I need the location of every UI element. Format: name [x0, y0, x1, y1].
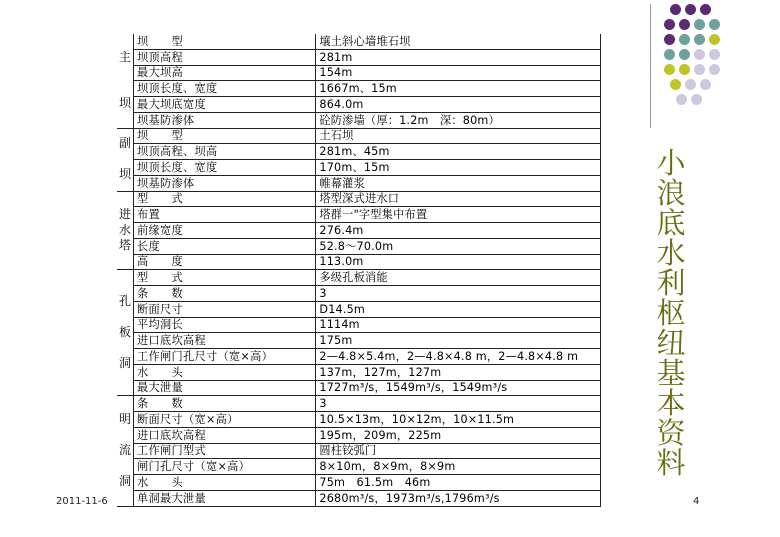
- parameter-name: 坝顶长度、宽度: [134, 81, 316, 97]
- table-row: [117, 49, 601, 65]
- group-label-char: 塔: [119, 238, 132, 253]
- table-row: [117, 223, 601, 239]
- side-title-char: 浪: [656, 176, 686, 210]
- side-title-char: 利: [656, 266, 686, 300]
- group-label-char: 水: [119, 222, 132, 237]
- parameter-name: 最大坝底宽度: [134, 97, 316, 113]
- decorative-dot: [709, 49, 720, 60]
- table-row: [117, 175, 601, 191]
- decorative-dot: [685, 79, 696, 90]
- parameter-name: 断面尺寸: [134, 301, 316, 317]
- table-row: [117, 144, 601, 160]
- decorative-dot: [694, 19, 705, 30]
- group-label-char: [117, 310, 133, 326]
- parameter-value: 1114m: [316, 317, 601, 333]
- parameter-value: 137m，127m，127m: [316, 364, 601, 380]
- decorative-dot: [700, 79, 711, 90]
- parameter-name: 闸门孔尺寸（宽×高）: [134, 459, 316, 475]
- side-title-char: 枢: [656, 296, 686, 330]
- page-number: 4: [693, 496, 700, 507]
- group-label-char: 洞: [119, 474, 132, 489]
- table-body: [117, 34, 601, 506]
- parameter-value: 170m、15m: [316, 160, 601, 176]
- parameter-name: 条 数: [134, 286, 316, 302]
- parameter-value: 10.5×13m，10×12m，10×11.5m: [316, 412, 601, 428]
- parameter-value: 154m: [316, 65, 601, 81]
- decorative-dot: [679, 64, 690, 75]
- parameter-value: 281m、45m: [316, 144, 601, 160]
- table-row: [117, 191, 601, 207]
- decorative-dot: [694, 49, 705, 60]
- table-row: [117, 238, 601, 254]
- group-label-char: 流: [119, 443, 132, 458]
- decorative-dot: [709, 34, 720, 45]
- parameter-value: 塔群一"字型集中布置: [316, 207, 601, 223]
- group-label: [117, 34, 134, 128]
- table-row: [117, 333, 601, 349]
- parameter-name: 型 式: [134, 270, 316, 286]
- group-label-char: 坝: [119, 167, 132, 182]
- group-label-char: [117, 152, 133, 168]
- table-row: [117, 254, 601, 270]
- decorative-dot-grid: [664, 4, 728, 108]
- parameter-name: 布置: [134, 207, 316, 223]
- decorative-dot: [694, 34, 705, 45]
- table-row: [117, 128, 601, 144]
- decorative-dot: [664, 64, 675, 75]
- table-row: [117, 475, 601, 491]
- group-label-char: [117, 81, 133, 97]
- parameter-value: 864.0m: [316, 97, 601, 113]
- dam-parameters-table: [117, 34, 601, 507]
- decorative-dot: [679, 34, 690, 45]
- parameter-name: 前缘宽度: [134, 223, 316, 239]
- group-label: [117, 270, 134, 396]
- parameter-value: 281m: [316, 49, 601, 65]
- parameter-name: 最大泄量: [134, 380, 316, 396]
- group-label: [117, 128, 134, 191]
- decorative-dot: [664, 19, 675, 30]
- group-label-char: [117, 428, 133, 444]
- parameter-name: 工作闸门型式: [134, 443, 316, 459]
- parameter-name: 长度: [134, 238, 316, 254]
- group-label-char: 主: [119, 49, 132, 64]
- parameter-value: 砼防渗墙（厚：1.2m 深：80m）: [316, 112, 601, 128]
- parameter-name: 最大坝高: [134, 65, 316, 81]
- parameter-value: 3: [316, 396, 601, 412]
- decorative-dot: [676, 94, 687, 105]
- group-label: [117, 191, 134, 270]
- group-label-char: 坝: [119, 96, 132, 111]
- parameter-name: 型 式: [134, 191, 316, 207]
- parameter-name: 进口底坎高程: [134, 427, 316, 443]
- decorative-dot: [670, 4, 681, 15]
- table-row: [117, 349, 601, 365]
- parameter-value: 3: [316, 286, 601, 302]
- decorative-dot: [664, 49, 675, 60]
- parameter-name: 工作闸门孔尺寸（宽×高）: [134, 349, 316, 365]
- parameter-name: 断面尺寸（宽×高）: [134, 412, 316, 428]
- table-row: [117, 301, 601, 317]
- table-row: [117, 65, 601, 81]
- parameter-value: 175m: [316, 333, 601, 349]
- group-label-char: 孔: [119, 294, 132, 308]
- decorative-dot: [679, 19, 690, 30]
- parameter-name: 进口底坎高程: [134, 333, 316, 349]
- side-title-char: 本: [656, 386, 686, 420]
- side-title-char: 基: [656, 356, 686, 390]
- side-title-char: 小: [656, 146, 686, 180]
- group-label-char: 板: [119, 325, 132, 339]
- parameter-value: 52.8～70.0m: [316, 238, 601, 254]
- table-row: [117, 160, 601, 176]
- parameter-name: 坝顶高程、坝高: [134, 144, 316, 160]
- parameter-name: 坝基防渗体: [134, 112, 316, 128]
- parameter-value: 多级孔板消能: [316, 270, 601, 286]
- parameter-value: 塔型深式进水口: [316, 191, 601, 207]
- decorative-dot: [685, 4, 696, 15]
- table-row: [117, 270, 601, 286]
- side-title-char: 纽: [656, 326, 686, 360]
- parameter-name: 水 头: [134, 364, 316, 380]
- parameter-value: 113.0m: [316, 254, 601, 270]
- table-row: [117, 364, 601, 380]
- side-title: [648, 148, 694, 478]
- table-row: [117, 34, 601, 49]
- parameter-name: 坝顶长度、宽度: [134, 160, 316, 176]
- parameter-value: 75m 61.5m 46m: [316, 475, 601, 491]
- decorative-dot: [709, 19, 720, 30]
- table-row: [117, 317, 601, 333]
- parameter-value: 壤土斜心墙堆石坝: [316, 34, 601, 49]
- parameter-value: 土石坝: [316, 128, 601, 144]
- table-row: [117, 459, 601, 475]
- group-label-char: 洞: [119, 356, 132, 370]
- parameter-value: 帷幕灌浆: [316, 175, 601, 191]
- group-label: [117, 396, 134, 506]
- divider-line: [650, 4, 651, 128]
- parameter-value: 2680m³/s，1973m³/s,1796m³/s: [316, 490, 601, 506]
- parameter-name: 水 头: [134, 475, 316, 491]
- group-label-char: 明: [119, 412, 132, 427]
- group-label-char: [117, 65, 133, 81]
- footer-date: 2011-11-6: [56, 496, 108, 507]
- group-label-char: 进: [119, 207, 132, 222]
- table-row: [117, 427, 601, 443]
- parameter-value: 276.4m: [316, 223, 601, 239]
- parameter-name: 平均洞长: [134, 317, 316, 333]
- table-row: [117, 81, 601, 97]
- side-title-char: 水: [656, 236, 686, 270]
- table-row: [117, 396, 601, 412]
- group-label-char: [117, 341, 133, 357]
- group-label-char: 副: [119, 136, 132, 151]
- decorative-dot: [670, 79, 681, 90]
- data-table-container: [117, 34, 601, 507]
- table-row: [117, 97, 601, 113]
- table-row: [117, 490, 601, 506]
- table-row: [117, 380, 601, 396]
- decorative-dot: [709, 64, 720, 75]
- parameter-name: 坝 型: [134, 34, 316, 49]
- table-row: [117, 286, 601, 302]
- parameter-value: 195m，209m，225m: [316, 427, 601, 443]
- parameter-name: 条 数: [134, 396, 316, 412]
- side-title-char: 底: [656, 206, 686, 240]
- parameter-name: 单洞最大泄量: [134, 490, 316, 506]
- group-label-char: [117, 459, 133, 475]
- side-title-char: 料: [656, 446, 686, 480]
- parameter-value: D14.5m: [316, 301, 601, 317]
- parameter-value: 1727m³/s，1549m³/s，1549m³/s: [316, 380, 601, 396]
- parameter-name: 坝 型: [134, 128, 316, 144]
- table-row: [117, 443, 601, 459]
- decorative-dot: [691, 94, 702, 105]
- parameter-name: 坝基防渗体: [134, 175, 316, 191]
- parameter-name: 高 度: [134, 254, 316, 270]
- decorative-dot: [694, 64, 705, 75]
- decorative-dot: [679, 49, 690, 60]
- parameter-value: 2—4.8×5.4m，2—4.8×4.8 m，2—4.8×4.8 m: [316, 349, 601, 365]
- decorative-dot: [664, 34, 675, 45]
- parameter-value: 圆柱铰弧门: [316, 443, 601, 459]
- table-row: [117, 207, 601, 223]
- parameter-value: 8×10m，8×9m，8×9m: [316, 459, 601, 475]
- decorative-dot: [700, 4, 711, 15]
- parameter-value: 1667m、15m: [316, 81, 601, 97]
- side-title-char: 资: [656, 416, 686, 450]
- table-row: [117, 412, 601, 428]
- table-row: [117, 112, 601, 128]
- parameter-name: 坝顶高程: [134, 49, 316, 65]
